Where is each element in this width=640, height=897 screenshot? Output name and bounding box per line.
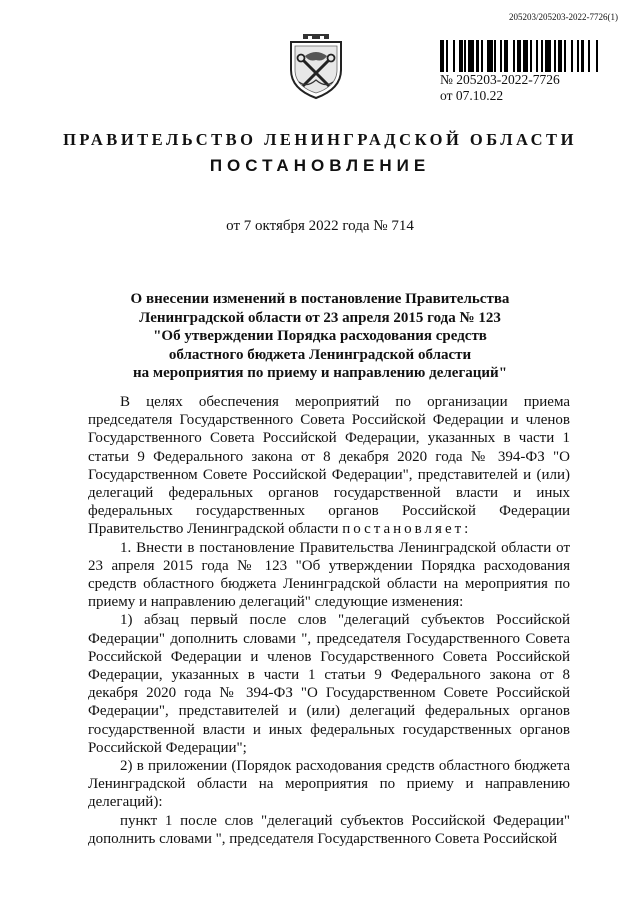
subject-line: областного бюджета Ленинградской области [168, 346, 472, 363]
preamble-paragraph [88, 393, 570, 539]
subject-line: "Об утверждении Порядка расходования средств [153, 328, 487, 344]
barcode-icon [440, 40, 600, 72]
issuer-title: ПРАВИТЕЛЬСТВО ЛЕНИНГРАДСКОЙ ОБЛАСТИ [63, 130, 577, 149]
item-1-2: 2) в приложении (Порядок расходования средств областного бюджета Ленинградской области на мероприятия по приему и направлению делегаций): [88, 758, 570, 811]
document-body [88, 393, 570, 848]
preamble-text: В целях обеспечения мероприятий по организации приема председателя Государственного Совета Российской Федерации и членов Государственного Совета Российской Федерации, указанных в части 1 статьи 9 Федерального закона от 8 декабря 2020 года № 394-ФЗ "О Государственном Совете Российской Федерации", представителей и (или) делегаций федеральных органов государственной власти и иных федеральных государственных органов Российской Федерации Правительство Ленинградской области [88, 394, 570, 538]
item-1: 1. Внести в постановление Правительства Ленинградской области от 23 апреля 2015 года № 123 "Об утверждении Порядка расходования средств областного бюджета Ленинградской области на мероприятия по приему и направлению делегаций" следующие изменения: [88, 539, 570, 611]
subject-line: на мероприятия по приему и направлению делегаций" [132, 365, 508, 381]
document-subject [110, 290, 530, 383]
resolves-word: постановляет: [342, 521, 472, 538]
registration-number: № 205203-2022-7726 [440, 72, 560, 87]
document-date-number: от 7 октября 2022 года № 714 [226, 218, 414, 234]
reference-code: 205203/205203-2022-7726(1) [509, 12, 618, 22]
document-type: ПОСТАНОВЛЕНИЕ [209, 156, 431, 175]
subject-line: Ленинградской области от 23 апреля 2015 года № 123 [139, 309, 501, 326]
registration-info [440, 72, 560, 104]
coat-of-arms-emblem-icon [283, 30, 349, 100]
registration-date: от 07.10.22 [440, 88, 504, 103]
subject-line: О внесении изменений в постановление Правительства [130, 291, 510, 307]
item-1-1: 1) абзац первый после слов "делегаций субъектов Российской Федерации" дополнить словами ", председателя Государственного Совета Российской Федерации и членов Государственного Совета Российской Федерации, указанных в части 1 статьи 9 Федерального закона от 8 декабря 2020 года № 394-ФЗ "О Государственном Совете Российской Федерации", представителей и (или) делегаций федеральных органов государственной власти и иных федеральных государственных органов Российской Федерации"; [88, 612, 570, 756]
item-1-2-a: пункт 1 после слов "делегаций субъектов Российской Федерации" дополнить словами ", председателя Государственного Совета Российской [88, 812, 570, 847]
